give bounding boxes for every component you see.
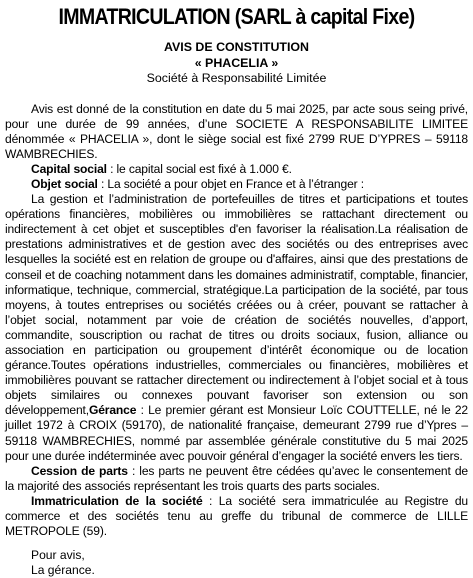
intro-paragraph: Avis est donné de la constitution en date du 5 mai 2025, par acte sous seing privé, pour une durée de 99 années, d’une SOCIETE A RESPONSABILITE LIMITEE dénommée « PHACELIA », dont le siège social est fixé 2799 RUE D’YPRES – 59118 WAMBRECHIES. — [5, 101, 468, 161]
objet-text: : La société a pour objet en France et à l’étranger : — [97, 176, 364, 191]
capital-text: : le capital social est fixé à 1.000 €. — [106, 161, 292, 176]
capital-paragraph — [5, 162, 468, 177]
company-name: « PHACELIA » — [194, 55, 279, 70]
signoff-line-2: La gérance. — [31, 563, 95, 578]
cession-paragraph — [5, 464, 468, 494]
signoff — [5, 548, 468, 578]
objet-paragraph — [5, 177, 468, 192]
gerance-label: Gérance — [88, 403, 137, 418]
notice-header — [5, 40, 468, 87]
notice-heading: AVIS DE CONSTITUTION — [163, 40, 310, 54]
gerance-text: : Le premier gérant est Monsieur Loïc COUTTELLE, né le 22 juillet 1972 à CROIX (59170), de nationalité française, demeurant 2799 rue d’Ypres – 59118 WAMBRECHIES, nommé par assemblée générale constitutive du 5 mai 2025 pour une durée indéterminée avec pouvoir général d’engager la société envers les tiers. — [5, 403, 468, 463]
company-form: Société à Responsabilité Limitée — [146, 71, 327, 85]
immatriculation-paragraph — [5, 494, 468, 539]
signoff-line-1: Pour avis, — [31, 548, 85, 563]
page-title: IMMATRICULATION (SARL à capital Fixe) — [58, 4, 415, 29]
capital-label: Capital social — [31, 161, 107, 176]
objet-label: Objet social — [31, 176, 98, 191]
immatriculation-label: Immatriculation de la société — [31, 493, 203, 508]
immatriculation-text: : La société sera immatriculée au Registre du commerce et des sociétés tenu au greffe du tribunal de commerce de LILLE METROPOLE (59). — [5, 493, 469, 539]
objet-detail-text: La gestion et l’administration de portefeuilles de titres et participations et toutes opérations financières, mobilières ou immobilières se rattachant directement ou indirectement à cet objet et susceptibles d'en favoriser la réalisation.La réalisation de prestations administratives et de gestion avec des sociétés ou des entreprises avec lesquelles la société est en relation de groupe ou d'affaires, ainsi que des prestations de conseil et de coaching notamment dans les domaines administratif, comptable, financier, informatique, technique, commercial, stratégique.La participation de la société, par tous moyens, à toutes entreprises ou sociétés créées ou à créer, pouvant se rattacher à l’objet social, notamment par voie de création de sociétés nouvelles, d’apport, commandite, souscription ou rachat de titres ou droits sociaux, fusion, alliance ou association en participation ou groupement d’intérêt économique ou de location gérance.Toutes opérations industrielles, commerciales ou financières, mobilières et immobilières pouvant se rattacher directement ou indirectement à l’objet social et à tous objets similaires ou connexes pouvant favoriser son extension ou son développement, — [5, 192, 468, 418]
cession-label: Cession de parts — [31, 463, 128, 478]
notice-body — [5, 102, 468, 540]
cession-text: : les parts ne peuvent être cédées qu’avec le consentement de la majorité des associés représentant les trois quarts des parts sociales. — [5, 463, 468, 493]
objet-detail-paragraph — [5, 192, 468, 464]
